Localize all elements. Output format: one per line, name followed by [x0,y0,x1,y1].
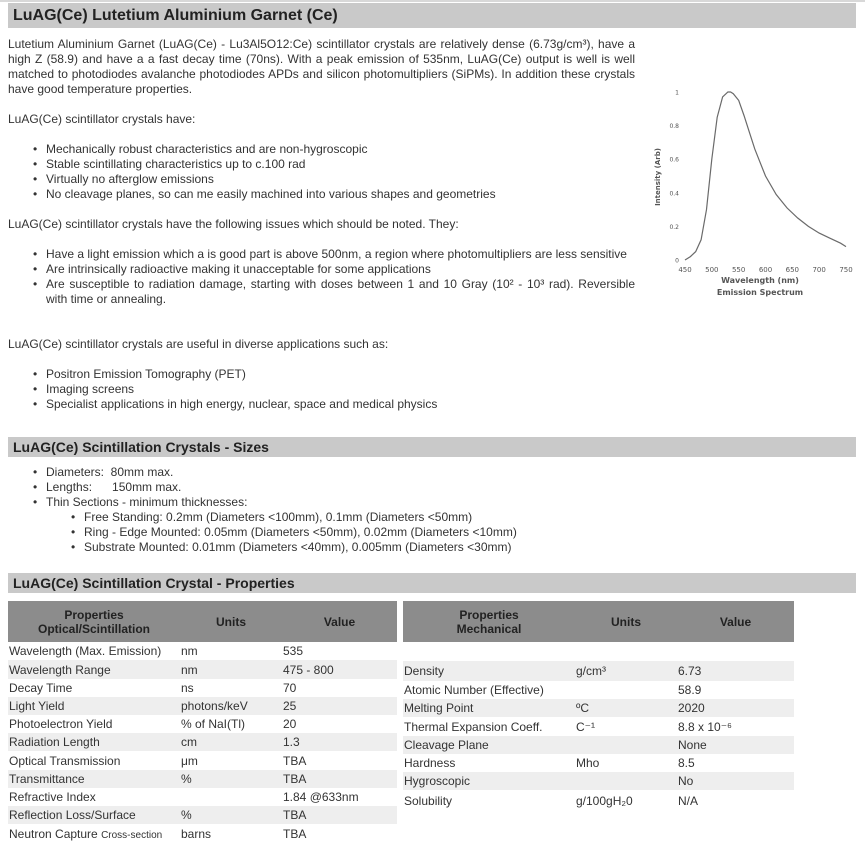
x-tick-label: 500 [705,266,719,274]
table-row [8,751,397,770]
cell-units: ºC [575,699,677,717]
cell-property: Atomic Number (Effective) [403,681,575,699]
header-units: Units [180,601,282,642]
table-row [403,699,794,717]
cell-property: Photoelectron Yield [8,715,180,733]
table-row [8,788,397,806]
thin-sections-label: Thin Sections - minimum thicknesses: [46,495,248,509]
issues-list [8,247,635,307]
list-item: • No cleavage planes, so can me easily machined into various shapes and geometries [8,187,628,202]
cell-property: Melting Point [403,699,575,717]
cell-value: 535 [282,642,397,660]
cell-property: Neutron Capture Cross-section [8,824,180,844]
intro-paragraph: Lutetium Aluminium Garnet (LuAG(Ce) - Lu3Al5O12:Ce) scintillator crystals are relatively dense (6.73g/cm³), have a high Z (58.9) and have a a fast decay time (70ns). With a peak emission of 535nm, LuAG(Ce) output is well is well matched to photodiodes avalanche photodiodes APDs and silicon photomultipliers (SiPMs). In addition these crystals have good temperature properties. [8,37,635,96]
spacer-row [403,642,794,661]
table-row [8,733,397,751]
cell-value: TBA [282,751,397,770]
list-item: • Specialist applications in high energy, nuclear, space and medical physics [8,397,628,412]
list-item: • Lengths: 150mm max. [8,480,628,495]
cell-value: TBA [282,824,397,844]
cell-units [575,681,677,699]
sizes-section-title: LuAG(Ce) Scintillation Crystals - Sizes [8,437,856,457]
table-row [403,754,794,772]
thin-sections-list [46,510,628,555]
cell-property: Reflection Loss/Surface [8,806,180,824]
chart-ylabel: Intensity (Arb) [654,148,662,206]
cell-value: 58.9 [677,681,794,699]
x-tick-label: 650 [785,266,800,274]
table-row [403,661,794,681]
list-item: • Ring - Edge Mounted: 0.05mm (Diameters <50mm), 0.02mm (Diameters <10mm) [46,525,628,540]
list-item: • Mechanically robust characteristics and are non-hygroscopic [8,142,628,157]
applications-list [8,367,628,412]
optical-properties-table [8,601,397,844]
emission-spectrum-chart [648,80,858,302]
cell-units: cm [180,733,282,751]
main-title: LuAG(Ce) Lutetium Aluminium Garnet (Ce) [8,3,856,28]
cell-units [575,736,677,754]
cell-property: Decay Time [8,679,180,697]
x-tick-label: 550 [731,266,746,274]
cell-property: Refractive Index [8,788,180,806]
cell-units: Mho [575,754,677,772]
chart-xlabel: Wavelength (nm) [721,276,799,285]
table-row [8,770,397,788]
properties-section-title: LuAG(Ce) Scintillation Crystal - Properties [8,573,856,593]
cell-property: Hygroscopic [403,772,575,790]
header-property: Properties Optical/Scintillation [8,601,180,642]
cell-property: Solubility [403,790,575,812]
table-row [403,717,794,736]
list-item: • Stable scintillating characteristics up to c.100 rad [8,157,628,172]
table-row [8,679,397,697]
emission-curve [685,92,846,260]
have-list [8,142,628,202]
header-value: Value [677,601,794,642]
cell-property: Wavelength (Max. Emission) [8,642,180,660]
cell-value: 20 [282,715,397,733]
cell-units: % [180,806,282,824]
cell-units: % [180,770,282,788]
list-item: • Positron Emission Tomography (PET) [8,367,628,382]
header-property: Properties Mechanical [403,601,575,642]
list-item: • Substrate Mounted: 0.01mm (Diameters <40mm), 0.005mm (Diameters <30mm) [46,540,628,555]
mechanical-properties-table [403,601,794,812]
table-row [8,697,397,715]
list-item: • Are intrinsically radioactive making it unacceptable for some applications [8,262,635,277]
list-item: • Are susceptible to radiation damage, starting with doses between 1 and 10 Gray (10² - 10³ rad). Reversible with time or annealing. [8,277,635,307]
cell-value: 25 [282,697,397,715]
x-tick-label: 600 [758,266,773,274]
sizes-list [8,465,628,555]
cell-value: 1.3 [282,733,397,751]
cell-property: Radiation Length [8,733,180,751]
cell-units: C⁻¹ [575,717,677,736]
cell-value: N/A [677,790,794,812]
table-header-row [403,601,794,642]
cell-units: g/100gH₂0 [575,790,677,812]
list-item: • Imaging screens [8,382,628,397]
top-divider [0,0,865,2]
cell-units: barns [180,824,282,844]
list-item: • Have a light emission which a is good part is above 500nm, a region where photomultipliers are less sensitive [8,247,635,262]
cell-property: Density [403,661,575,681]
cell-value: No [677,772,794,790]
cell-property: Wavelength Range [8,660,180,679]
table-row [8,660,397,679]
list-item: • Free Standing: 0.2mm (Diameters <100mm), 0.1mm (Diameters <50mm) [46,510,628,525]
x-tick-label: 750 [839,266,853,274]
x-tick-label: 700 [812,266,826,274]
y-tick-label: 0.6 [669,156,679,164]
table-row [403,790,794,812]
cell-value: 70 [282,679,397,697]
cell-units: nm [180,642,282,660]
cell-units: nm [180,660,282,679]
y-tick-label: 1 [675,89,679,97]
cell-value: 1.84 @633nm [282,788,397,806]
list-item: • Virtually no afterglow emissions [8,172,628,187]
cell-property: Cleavage Plane [403,736,575,754]
cell-units: g/cm³ [575,661,677,681]
cell-property: Light Yield [8,697,180,715]
cell-units: μm [180,751,282,770]
applications-heading: LuAG(Ce) scintillator crystals are useful in diverse applications such as: [8,337,389,351]
cell-units [575,772,677,790]
cell-value: 2020 [677,699,794,717]
cell-property: Thermal Expansion Coeff. [403,717,575,736]
cell-units: ns [180,679,282,697]
have-heading: LuAG(Ce) scintillator crystals have: [8,112,196,126]
table-row [403,736,794,754]
table-header-row [8,601,397,642]
cell-value: None [677,736,794,754]
cell-units: photons/keV [180,697,282,715]
cell-value: TBA [282,806,397,824]
cell-property: Hardness [403,754,575,772]
cell-units [180,788,282,806]
cell-value: 6.73 [677,661,794,681]
table-row [8,715,397,733]
y-tick-label: 0.8 [669,123,679,131]
cell-property: Optical Transmission [8,751,180,770]
cell-value: 475 - 800 [282,660,397,679]
x-tick-label: 450 [678,266,692,274]
list-item: • Diameters: 80mm max. [8,465,628,480]
cell-value: 8.8 x 10⁻⁶ [677,717,794,736]
table-row [8,642,397,660]
table-row [8,806,397,824]
y-tick-label: 0.2 [669,223,679,231]
cell-property: Transmittance [8,770,180,788]
table-row [403,772,794,790]
issues-heading: LuAG(Ce) scintillator crystals have the following issues which should be noted. They: [8,217,459,231]
y-tick-label: 0 [675,257,679,265]
cell-value: TBA [282,770,397,788]
cell-units: % of NaI(Tl) [180,715,282,733]
chart-title: Emission Spectrum [716,288,804,297]
emission-spectrum-figure [648,80,858,302]
y-tick-label: 0.4 [669,190,679,198]
cell-value: 8.5 [677,754,794,772]
header-value: Value [282,601,397,642]
header-units: Units [575,601,677,642]
list-item [8,495,628,555]
table-row [403,681,794,699]
table-row [8,824,397,844]
